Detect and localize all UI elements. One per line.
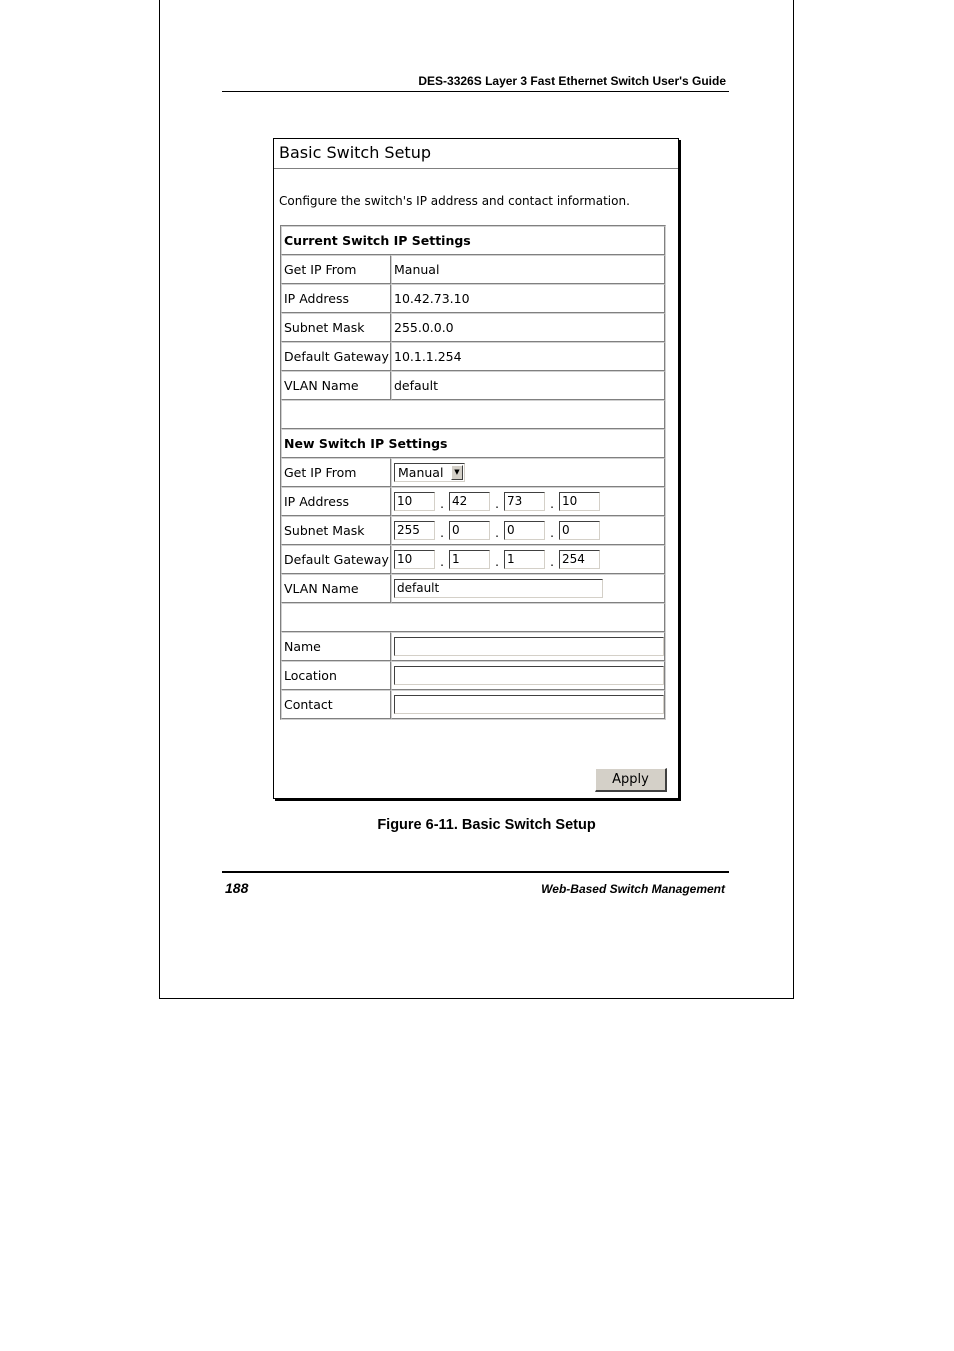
contact-cell: [391, 690, 665, 719]
page-number: 188: [225, 880, 249, 896]
ip-address-octet-4-input[interactable]: 10: [559, 492, 600, 511]
contact-input[interactable]: [394, 695, 664, 714]
current-get-ip-from-label: Get IP From: [281, 255, 391, 284]
location-input[interactable]: [394, 666, 664, 685]
location-label: Location: [281, 661, 391, 690]
panel-title-divider: [274, 168, 678, 169]
contact-label: Contact: [281, 690, 391, 719]
spacer-row: [281, 400, 665, 429]
current-subnet-mask-label: Subnet Mask: [281, 313, 391, 342]
default-gateway-octet-2-input[interactable]: 1: [449, 550, 490, 569]
ip-address-octet-1-input[interactable]: 10: [394, 492, 435, 511]
new-get-ip-from-cell: [391, 458, 665, 487]
subnet-mask-octet-2-input[interactable]: 0: [449, 521, 490, 540]
current-settings-header-row: [281, 226, 665, 255]
new-default-gateway-cell: [391, 545, 665, 574]
subnet-mask-octet-4-input[interactable]: 0: [559, 521, 600, 540]
octet-separator: .: [550, 497, 554, 511]
subnet-mask-octet-3-input[interactable]: 0: [504, 521, 545, 540]
table-row: [281, 458, 665, 487]
octet-separator: .: [495, 497, 499, 511]
panel-description: Configure the switch's IP address and contact information.: [279, 194, 630, 208]
new-vlan-name-cell: [391, 574, 665, 603]
new-default-gateway-label: Default Gateway: [281, 545, 391, 574]
table-row: [281, 516, 665, 545]
current-settings-heading: Current Switch IP Settings: [281, 226, 665, 255]
spacer-cell: [281, 400, 665, 429]
new-ip-address-label: IP Address: [281, 487, 391, 516]
footer-rule: [222, 871, 729, 873]
document-header-title: DES-3326S Layer 3 Fast Ethernet Switch User's Guide: [418, 74, 726, 88]
table-row: [281, 313, 665, 342]
current-default-gateway-label: Default Gateway: [281, 342, 391, 371]
spacer-cell: [281, 603, 665, 632]
octet-separator: .: [495, 555, 499, 569]
get-ip-from-selected-value: Manual: [398, 465, 444, 480]
new-settings-heading: New Switch IP Settings: [281, 429, 665, 458]
table-row: [281, 371, 665, 400]
table-row: [281, 487, 665, 516]
default-gateway-octet-4-input[interactable]: 254: [559, 550, 600, 569]
octet-separator: .: [440, 497, 444, 511]
location-cell: [391, 661, 665, 690]
table-row: [281, 690, 665, 719]
name-input[interactable]: [394, 637, 664, 656]
table-row: [281, 284, 665, 313]
settings-table: [280, 225, 666, 720]
table-row: [281, 632, 665, 661]
get-ip-from-select[interactable]: [394, 463, 465, 482]
table-row: [281, 342, 665, 371]
apply-button[interactable]: Apply: [595, 768, 667, 792]
chevron-down-icon[interactable]: ▼: [451, 465, 463, 480]
ip-address-octet-3-input[interactable]: 73: [504, 492, 545, 511]
octet-separator: .: [440, 526, 444, 540]
new-vlan-name-label: VLAN Name: [281, 574, 391, 603]
figure-caption: Figure 6-11. Basic Switch Setup: [377, 817, 596, 833]
name-label: Name: [281, 632, 391, 661]
ip-address-octet-2-input[interactable]: 42: [449, 492, 490, 511]
default-gateway-octet-3-input[interactable]: 1: [504, 550, 545, 569]
current-default-gateway-value: 10.1.1.254: [391, 342, 665, 371]
current-ip-address-value: 10.42.73.10: [391, 284, 665, 313]
new-subnet-mask-label: Subnet Mask: [281, 516, 391, 545]
table-row: [281, 574, 665, 603]
new-get-ip-from-label: Get IP From: [281, 458, 391, 487]
default-gateway-octet-1-input[interactable]: 10: [394, 550, 435, 569]
current-vlan-name-value: default: [391, 371, 665, 400]
octet-separator: .: [495, 526, 499, 540]
subnet-mask-octet-1-input[interactable]: 255: [394, 521, 435, 540]
panel-title: Basic Switch Setup: [279, 143, 431, 162]
name-cell: [391, 632, 665, 661]
vlan-name-input[interactable]: default: [394, 579, 603, 598]
new-ip-address-cell: [391, 487, 665, 516]
current-ip-address-label: IP Address: [281, 284, 391, 313]
current-get-ip-from-value: Manual: [391, 255, 665, 284]
current-subnet-mask-value: 255.0.0.0: [391, 313, 665, 342]
new-settings-header-row: [281, 429, 665, 458]
octet-separator: .: [440, 555, 444, 569]
table-row: [281, 661, 665, 690]
octet-separator: .: [550, 555, 554, 569]
current-vlan-name-label: VLAN Name: [281, 371, 391, 400]
spacer-row: [281, 603, 665, 632]
table-row: [281, 255, 665, 284]
table-row: [281, 545, 665, 574]
header-rule: [222, 91, 729, 92]
basic-switch-setup-panel: [273, 138, 679, 799]
new-subnet-mask-cell: [391, 516, 665, 545]
footer-title: Web-Based Switch Management: [541, 882, 725, 896]
octet-separator: .: [550, 526, 554, 540]
